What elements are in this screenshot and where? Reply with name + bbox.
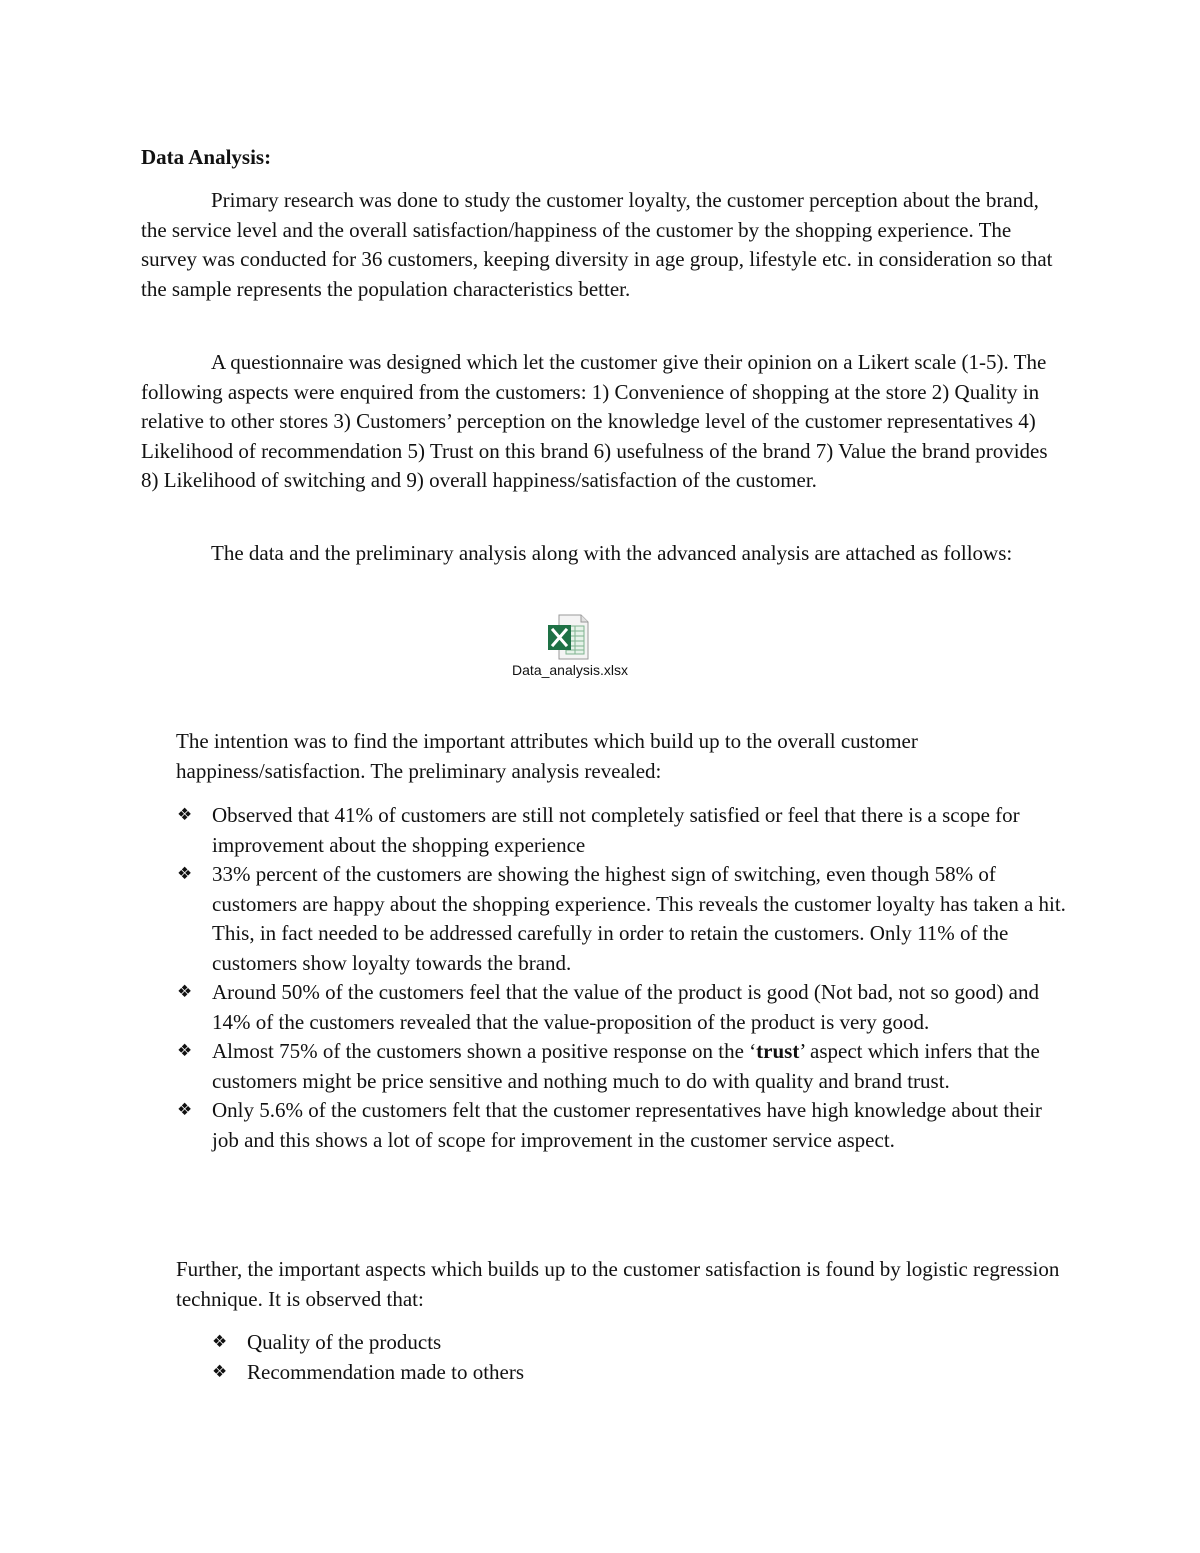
list-item: [212, 1358, 912, 1388]
paragraph-regression: Further, the important aspects which builds up to the customer satisfaction is found by logistic regression technique. It is observed that:: [176, 1257, 1060, 1311]
paragraph-intention: The intention was to find the important attributes which build up to the overall customer happiness/satisfaction. The preliminary analysis revealed:: [176, 729, 918, 783]
bold-term: trust: [756, 1039, 800, 1063]
aspect-text: Recommendation made to others: [247, 1359, 525, 1384]
diamond-bullet-icon: ❖: [212, 1361, 228, 1382]
diamond-bullet-icon: ❖: [177, 1041, 193, 1061]
excel-file-icon: [543, 612, 593, 662]
aspects-list: [212, 1328, 912, 1387]
list-item: [177, 978, 1067, 1037]
findings-list: [177, 801, 1067, 1155]
list-item: [177, 860, 1067, 978]
finding-text: Almost 75% of the customers shown a positive response on the ‘trust’ aspect which infers that the customers might be price sensitive and nothing much to do with quality and brand trust.: [212, 1039, 1040, 1093]
list-item: [177, 801, 1067, 860]
excel-attachment[interactable]: [505, 612, 635, 692]
list-item: [177, 1096, 1067, 1155]
diamond-bullet-icon: ❖: [177, 982, 193, 1002]
diamond-bullet-icon: ❖: [177, 1100, 193, 1120]
list-item: [177, 1037, 1067, 1096]
paragraph-attachment-intro: The data and the preliminary analysis along with the advanced analysis are attached as follows:: [211, 541, 1013, 565]
section-heading: Data Analysis:: [141, 145, 272, 169]
aspect-text: Quality of the products: [247, 1330, 442, 1354]
list-item: [212, 1328, 912, 1358]
attachment-filename: Data_analysis.xlsx: [512, 662, 628, 678]
finding-text: Only 5.6% of the customers felt that the customer representatives have high knowledge about their job and this shows a lot of scope for improvement in the customer service aspect.: [212, 1098, 1042, 1152]
diamond-bullet-icon: ❖: [177, 805, 193, 825]
finding-text: Observed that 41% of customers are still not completely satisfied or feel that there is a scope for improvement about the shopping experience: [212, 803, 1020, 857]
finding-text: 33% percent of the customers are showing the highest sign of switching, even though 58% of customers are happy about the shopping experience. This reveals the customer loyalty has taken a hit. This, in fact needed to be addressed carefully in order to retain the customers. Only 11% of the customers show loyalty towards the brand.: [212, 862, 1066, 975]
diamond-bullet-icon: ❖: [212, 1332, 228, 1352]
paragraph-questionnaire: A questionnaire was designed which let the customer give their opinion on a Likert scale (1-5). The following aspects were enquired from the customers: 1) Convenience of shopping at the store 2) Quality in relative to other stores 3) Customers’ perception on the knowledge level of the customer representatives 4) Likelihood of recommendation 5) Trust on this brand 6) usefulness of the brand 7) Value the brand provides 8) Likelihood of switching and 9) overall happiness/satisfaction of the customer.: [141, 350, 1048, 492]
finding-text: Around 50% of the customers feel that the value of the product is good (Not bad, not so good) and 14% of the customers revealed that the value-proposition of the product is very good.: [212, 980, 1039, 1034]
diamond-bullet-icon: ❖: [177, 864, 193, 884]
paragraph-primary-research: Primary research was done to study the customer loyalty, the customer perception about the brand, the service level and the overall satisfaction/happiness of the customer by the shopping experience. The survey was conducted for 36 customers, keeping diversity in age group, lifestyle etc. in consideration so that the sample represents the population characteristics better.: [141, 188, 1053, 301]
